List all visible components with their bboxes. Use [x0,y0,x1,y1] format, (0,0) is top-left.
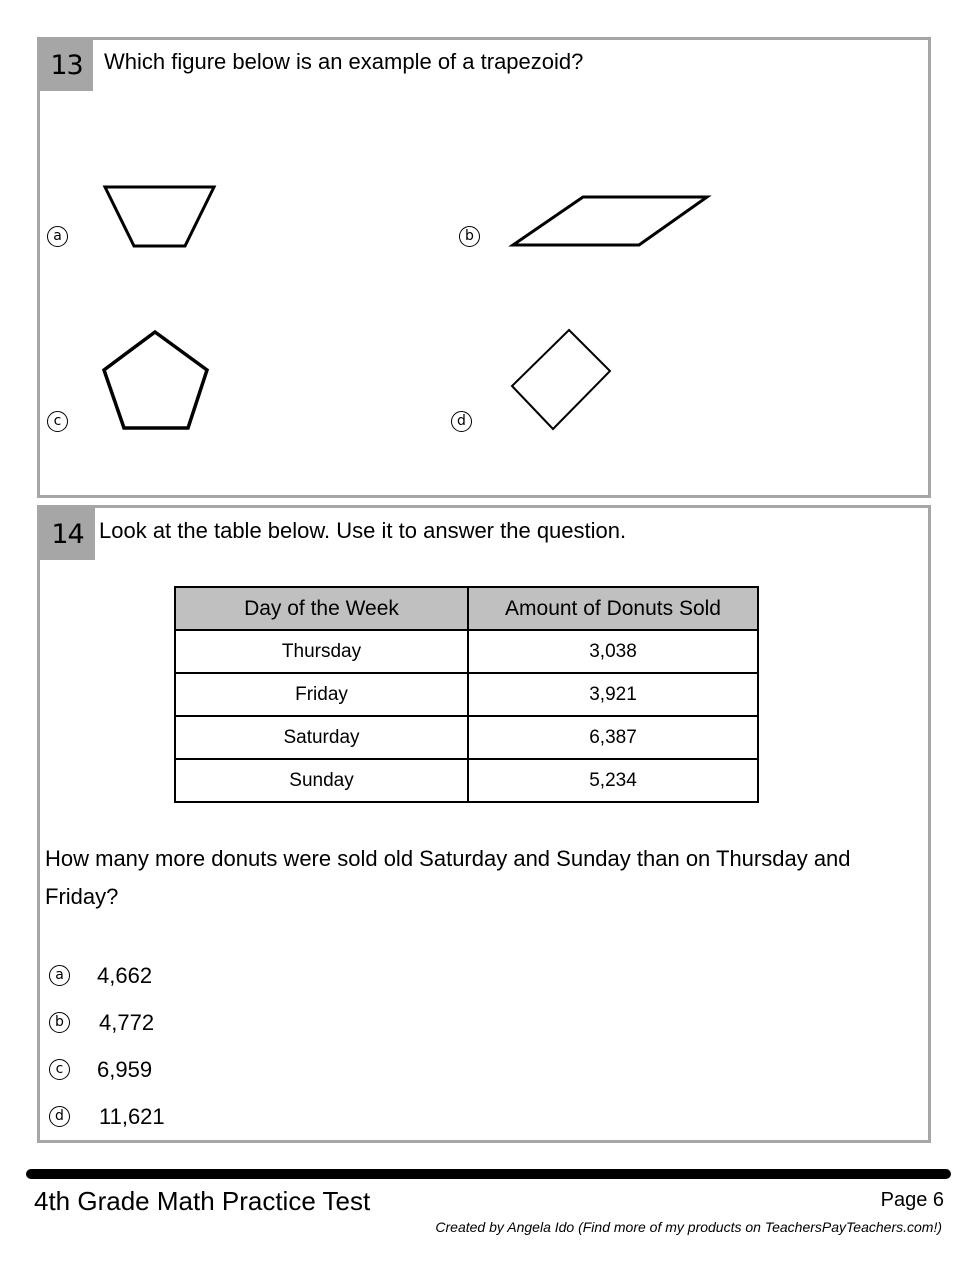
parallelogram-icon [508,192,713,252]
table-cell-amount: 6,387 [468,716,758,759]
rectangle-icon [506,326,614,432]
option-b-value: 4,772 [99,1010,155,1035]
table-cell-amount: 3,921 [468,673,758,716]
option-d-bubble[interactable]: d [451,411,472,432]
table-row [175,716,758,759]
table-cell-day: Thursday [175,630,468,673]
question-number: 14 [40,508,95,560]
option-d-value: 11,621 [99,1104,165,1129]
column-header-day: Day of the Week [175,587,468,630]
question-text: Which figure below is an example of a trapezoid? [104,49,584,74]
question-prompt: How many more donuts were sold old Saturday and Sunday than on Thursday and Friday? [45,846,851,909]
option-b-bubble[interactable]: b [459,226,480,247]
footer-credit: Created by Angela Ido (Find more of my products on TeachersPayTeachers.com!) [435,1219,942,1235]
option-c-bubble[interactable]: c [47,411,68,432]
footer-divider [26,1169,951,1179]
question-13-box [37,37,931,498]
table-row [175,673,758,716]
table-cell-amount: 3,038 [468,630,758,673]
page-number: Page 6 [880,1189,944,1211]
table-row [175,630,758,673]
pentagon-icon [100,328,212,432]
table-cell-amount: 5,234 [468,759,758,802]
trapezoid-icon [100,180,220,250]
question-number: 13 [40,40,93,91]
question-text: Look at the table below. Use it to answer the question. [99,518,627,543]
option-c-value: 6,959 [97,1057,153,1082]
footer-title: 4th Grade Math Practice Test [34,1186,371,1216]
option-d-bubble[interactable]: d [49,1106,70,1127]
question-14-box [37,505,931,1143]
table-header-row [175,587,758,630]
option-c-bubble[interactable]: c [49,1059,70,1080]
option-a-bubble[interactable]: a [49,965,70,986]
table-cell-day: Saturday [175,716,468,759]
table-cell-day: Sunday [175,759,468,802]
table-row [175,759,758,802]
option-a-bubble[interactable]: a [47,226,68,247]
option-b-bubble[interactable]: b [49,1012,70,1033]
donuts-table [174,586,759,803]
column-header-amount: Amount of Donuts Sold [468,587,758,630]
option-a-value: 4,662 [97,963,153,988]
table-cell-day: Friday [175,673,468,716]
